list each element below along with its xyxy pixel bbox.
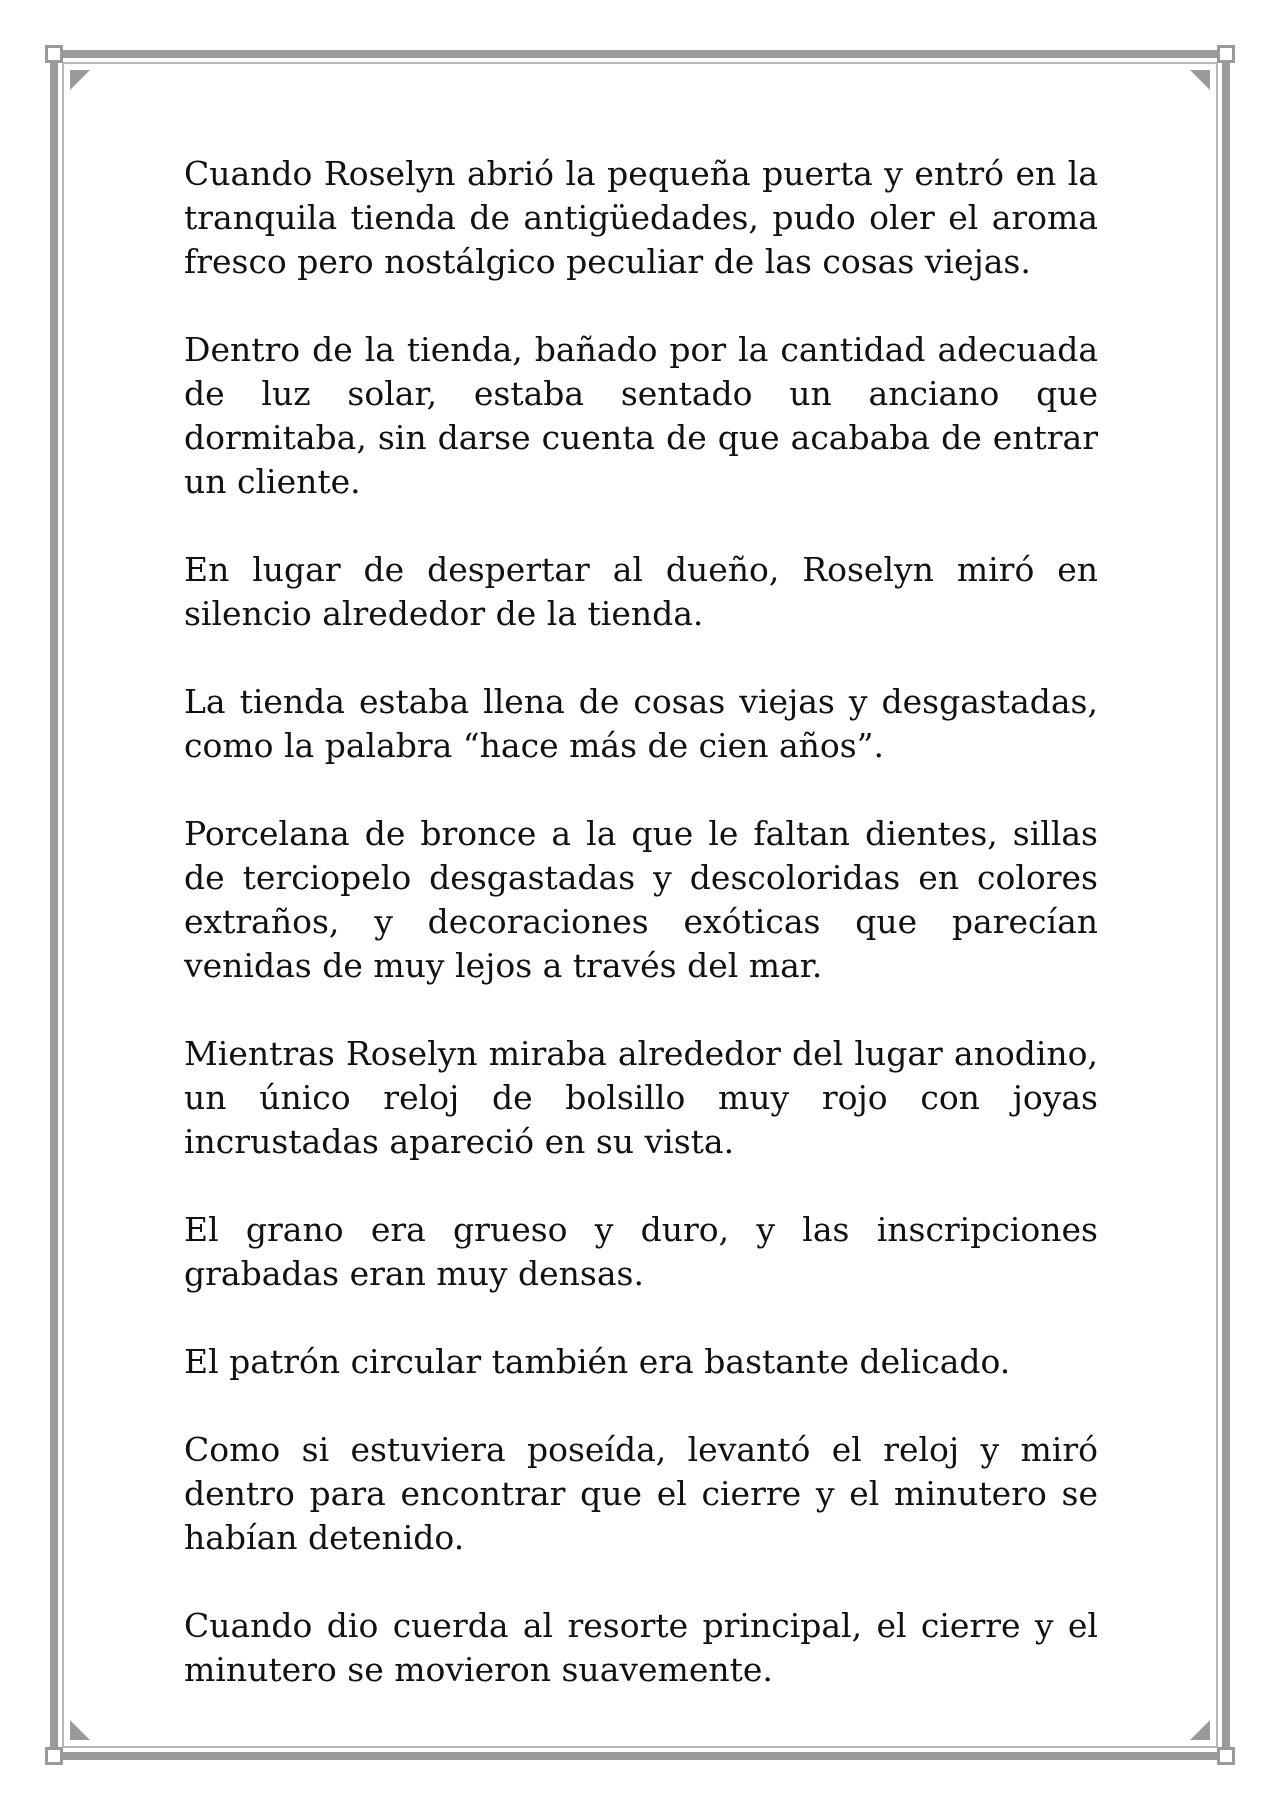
paragraph: En lugar de despertar al dueño, Roselyn miró en silencio alrededor de la tienda.	[184, 550, 1098, 633]
paragraph: Cuando dio cuerda al resorte principal, el cierre y el minutero se movieron suavemente.	[184, 1606, 1098, 1689]
paragraph: El grano era grueso y duro, y las inscripciones grabadas eran muy densas.	[184, 1210, 1098, 1293]
corner-triangle-top-left	[70, 70, 90, 90]
paragraph: Porcelana de bronce a la que le faltan dientes, sillas de terciopelo desgastadas y descoloridas en colores extraños, y decoraciones exóticas que parecían venidas de muy lejos a través del mar.	[184, 814, 1098, 985]
paragraph: Como si estuviera poseída, levantó el reloj y miró dentro para encontrar que el cierre y el minutero se habían detenido.	[184, 1430, 1098, 1557]
paragraph: Dentro de la tienda, bañado por la cantidad adecuada de luz solar, estaba sentado un anciano que dormitaba, sin darse cuenta de que acababa de entrar un cliente.	[184, 330, 1098, 501]
corner-ornament-top-left	[45, 45, 63, 63]
paragraph: La tienda estaba llena de cosas viejas y desgastadas, como la palabra “hace más de cien años”.	[184, 682, 1098, 765]
corner-ornament-bottom-left	[45, 1747, 63, 1765]
paragraph: Mientras Roselyn miraba alrededor del lugar anodino, un único reloj de bolsillo muy rojo con joyas incrustadas apareció en su vista.	[184, 1034, 1098, 1161]
paragraph: El patrón circular también era bastante delicado.	[184, 1342, 1011, 1381]
corner-ornament-top-right	[1217, 45, 1235, 63]
corner-ornament-bottom-right	[1217, 1747, 1235, 1765]
corner-triangle-top-right	[1190, 70, 1210, 90]
corner-triangle-bottom-right	[1190, 1720, 1210, 1740]
corner-triangle-bottom-left	[70, 1720, 90, 1740]
paragraph: Cuando Roselyn abrió la pequeña puerta y entró en la tranquila tienda de antigüedades, pudo oler el aroma fresco pero nostálgico peculiar de las cosas viejas.	[184, 154, 1098, 281]
story-text	[184, 152, 1098, 1736]
